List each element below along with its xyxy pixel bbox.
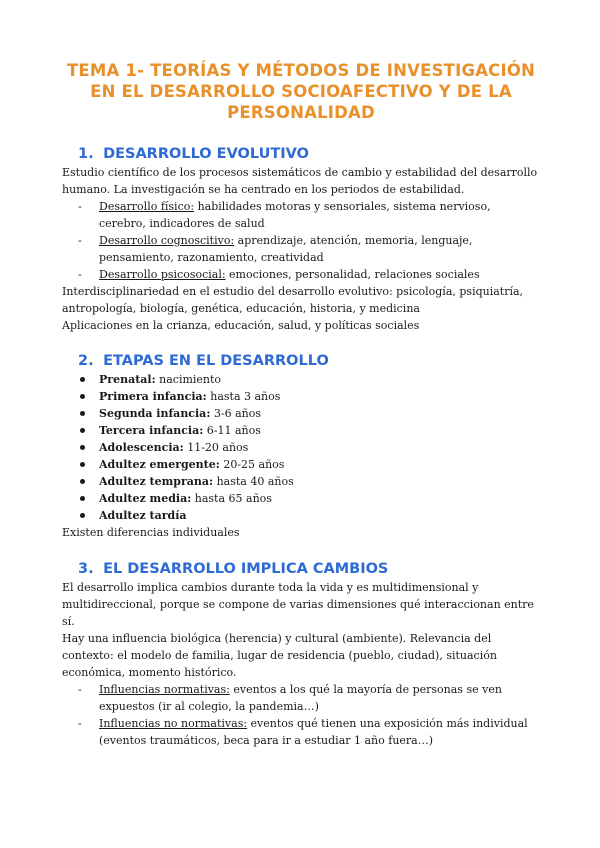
stage-text: hasta 40 años — [213, 475, 294, 488]
stages-list — [62, 371, 540, 524]
section-1-list — [62, 198, 540, 283]
stage-item — [80, 371, 540, 388]
list-item — [78, 232, 540, 266]
stage-term: Adultez tardía — [99, 509, 187, 522]
section-3-list — [62, 681, 540, 749]
stage-item — [80, 439, 540, 456]
stage-text: 3-6 años — [210, 407, 261, 420]
stage-text: 20-25 años — [219, 458, 285, 471]
section-1-heading — [62, 145, 540, 163]
dash-marker: - — [78, 683, 82, 696]
list-item — [78, 681, 540, 715]
list-item — [78, 198, 540, 232]
stage-term: Tercera infancia: — [99, 424, 204, 437]
stage-item — [80, 422, 540, 439]
list-item-term: Influencias normativas: — [99, 683, 230, 696]
list-item-text: emociones, personalidad, relaciones sociales — [225, 268, 480, 281]
section-1-number: 1. — [78, 146, 94, 162]
section-1-paragraph-3: Aplicaciones en la crianza, educación, salud, y políticas sociales — [62, 319, 420, 332]
stage-term: Adultez temprana: — [99, 475, 214, 488]
stage-item — [80, 490, 540, 507]
list-item-text: eventos a los qué la mayoría de personas se ven expuestos (ir al colegio, la pandemia…) — [99, 683, 502, 713]
list-item-term: Influencias no normativas: — [99, 717, 248, 730]
stage-term: Primera infancia: — [99, 390, 207, 403]
stage-term: Adolescencia: — [99, 441, 184, 454]
section-2-title: ETAPAS EN EL DESARROLLO — [103, 353, 329, 369]
stage-term: Adultez emergente: — [99, 458, 220, 471]
dash-marker: - — [78, 234, 82, 247]
stage-item — [80, 507, 540, 524]
section-2-number: 2. — [78, 353, 94, 369]
list-item-text: aprendizaje, atención, memoria, lenguaje, pensamiento, razonamiento, creatividad — [99, 234, 473, 264]
section-1-paragraph-2: Interdisciplinariedad en el estudio del desarrollo evolutivo: psicología, psiquiatría, antropología, biología, genética, educación, historia, y medicina — [62, 285, 524, 315]
stage-item — [80, 388, 540, 405]
title-line-3: PERSONALIDAD — [227, 103, 375, 122]
stage-text: 11-20 años — [183, 441, 249, 454]
bullet-icon — [80, 445, 85, 450]
list-item-term: Desarrollo físico: — [99, 200, 195, 213]
stage-text: hasta 3 años — [206, 390, 281, 403]
section-3-paragraph-2: Hay una influencia biológica (herencia) y cultural (ambiente). Relevancia del contexto: el modelo de familia, lugar de residencia (pueblo, ciudad), situación económica, momento histórico. — [62, 632, 497, 679]
dash-marker: - — [78, 268, 82, 281]
stage-term: Adultez media: — [99, 492, 192, 505]
list-item — [78, 266, 540, 283]
stage-term: Prenatal: — [99, 373, 156, 386]
stage-item — [80, 405, 540, 422]
document-title — [62, 60, 540, 123]
list-item-text: habilidades motoras y sensoriales, sistema nervioso, cerebro, indicadores de salud — [99, 200, 491, 230]
dash-marker: - — [78, 717, 82, 730]
bullet-icon — [80, 496, 85, 501]
title-line-2: EN EL DESARROLLO SOCIOAFECTIVO Y DE LA — [90, 82, 512, 101]
bullet-icon — [80, 479, 85, 484]
section-3-number: 3. — [78, 561, 94, 577]
section-3-title: EL DESARROLLO IMPLICA CAMBIOS — [103, 561, 389, 577]
list-item — [78, 715, 540, 749]
bullet-icon — [80, 377, 85, 382]
stage-term: Segunda infancia: — [99, 407, 211, 420]
bullet-icon — [80, 462, 85, 467]
section-3-heading — [62, 560, 540, 578]
bullet-icon — [80, 428, 85, 433]
section-1-intro: Estudio científico de los procesos sistemáticos de cambio y estabilidad del desarrollo humano. La investigación se ha centrado en los periodos de estabilidad. — [62, 166, 538, 196]
stage-text: nacimiento — [155, 373, 222, 386]
list-item-term: Desarrollo psicosocial: — [99, 268, 226, 281]
list-item-text: eventos qué tienen una exposición más individual (eventos traumáticos, beca para ir a estudiar 1 año fuera…) — [99, 717, 528, 747]
section-2-heading — [62, 352, 540, 370]
section-1-title: DESARROLLO EVOLUTIVO — [103, 146, 309, 162]
list-item-term: Desarrollo cognoscitivo: — [99, 234, 235, 247]
stage-item — [80, 473, 540, 490]
bullet-icon — [80, 513, 85, 518]
stage-text: hasta 65 años — [191, 492, 272, 505]
section-3-paragraph-1: El desarrollo implica cambios durante toda la vida y es multidimensional y multidireccional, porque se compone de varias dimensiones qué interaccionan entre sí. — [62, 581, 534, 628]
bullet-icon — [80, 394, 85, 399]
title-line-1: TEMA 1- TEORÍAS Y MÉTODOS DE INVESTIGACIÓN — [66, 61, 536, 80]
section-2-footer: Existen diferencias individuales — [62, 526, 240, 539]
stage-item — [80, 456, 540, 473]
dash-marker: - — [78, 200, 82, 213]
stage-text: 6-11 años — [203, 424, 261, 437]
bullet-icon — [80, 411, 85, 416]
